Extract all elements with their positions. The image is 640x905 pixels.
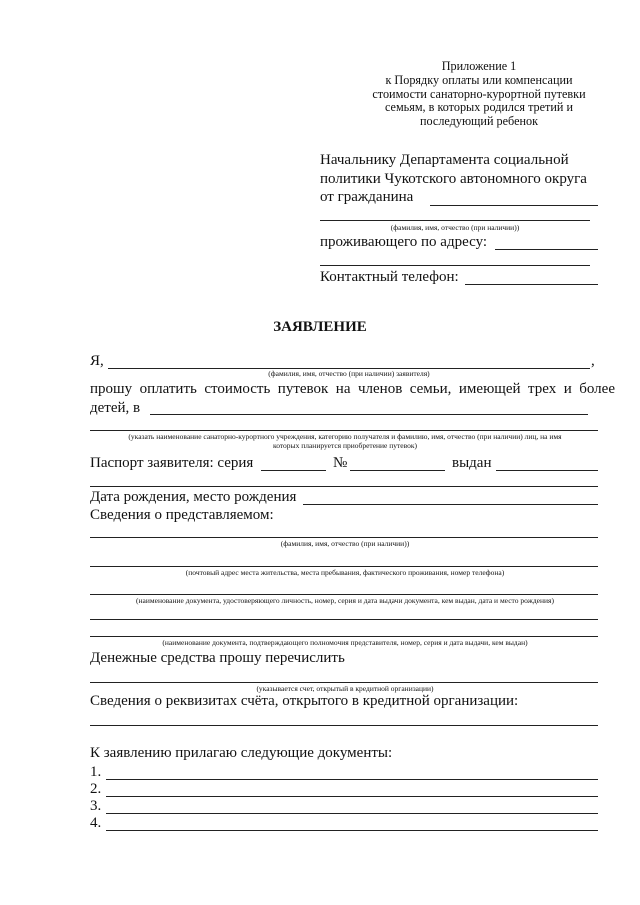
bank-label: Сведения о реквизитах счёта, открытого в кредитной организации: [90, 693, 519, 709]
institution-hint-2: которых планируется приобретение путевок) [272, 441, 418, 450]
rep-authority-hint: (наименование документа, подтверждающего полномочия представителя, номер, серия и дата выдачи, кем выдан) [162, 638, 528, 647]
attachment-number: 2. [90, 781, 102, 797]
rep-address-hint: (почтовый адрес места жительства, места пребывания, фактического проживания, номер телефона) [185, 568, 505, 577]
residing-label: проживающего по адресу: [320, 234, 488, 250]
appendix-block [360, 60, 598, 129]
phone-label: Контактный телефон: [320, 269, 459, 285]
applicant-hint: (фамилия, имя, отчество (при наличии) заявителя) [268, 369, 430, 378]
attachment-field-2[interactable] [106, 796, 598, 797]
attach-label: К заявлению прилагаю следующие документы: [90, 745, 393, 761]
attachment-field-3[interactable] [106, 813, 598, 814]
institution-field[interactable] [150, 414, 588, 415]
rep-doc-hint: (наименование документа, удостоверяющего личность, номер, серия и дата выдачи документа, кем выдан, дата и место рождения) [136, 596, 554, 605]
money-hint: (указывается счет, открытый в кредитной организации) [256, 684, 434, 693]
rep-doc-field-2[interactable] [90, 619, 598, 620]
rep-fio-field[interactable] [90, 537, 598, 538]
issued-label: выдан [452, 455, 492, 471]
issued-by-field-2[interactable] [90, 486, 598, 487]
i-label: Я, [90, 353, 104, 369]
attachment-number: 4. [90, 815, 102, 831]
address-field-2[interactable] [320, 265, 590, 266]
request-line-2: детей, в [90, 400, 141, 416]
institution-hint-1: (указать наименование санаторно-курортного учреждения, категорию получателя и фамилию, имя, отчество (при наличии) лиц, на имя [128, 432, 562, 441]
passport-series-field[interactable] [261, 470, 326, 471]
issued-by-field[interactable] [496, 470, 598, 471]
attachment-field-1[interactable] [106, 779, 598, 780]
request-line-1: прошу оплатить стоимость путевок на членов семьи, имеющей трех и более [90, 381, 615, 397]
passport-number-sign: № [333, 455, 348, 471]
citizen-name-field-2[interactable] [320, 220, 590, 221]
address-field[interactable] [495, 249, 598, 250]
birth-field[interactable] [303, 504, 598, 505]
represented-label: Сведения о представляемом: [90, 507, 274, 523]
rep-fio-hint: (фамилия, имя, отчество (при наличии)) [280, 539, 410, 548]
passport-label: Паспорт заявителя: серия [90, 455, 254, 471]
appendix-line: Приложение 1 [441, 59, 517, 73]
passport-number-field[interactable] [350, 470, 445, 471]
appendix-line: семьям, в которых родился третий и [385, 100, 573, 115]
birth-label: Дата рождения, место рождения [90, 489, 297, 505]
account-field[interactable] [90, 682, 598, 683]
rep-doc-field[interactable] [90, 594, 598, 595]
phone-field[interactable] [465, 284, 598, 285]
appendix-line: стоимости санаторно-курортной путевки [372, 86, 586, 101]
document-title: ЗАЯВЛЕНИЕ [273, 319, 367, 335]
citizen-name-field[interactable] [430, 205, 598, 206]
appendix-line: последующий ребенок [419, 114, 539, 129]
money-label: Денежные средства прошу перечислить [90, 650, 345, 666]
attachment-field-4[interactable] [106, 830, 598, 831]
rep-authority-field[interactable] [90, 636, 598, 637]
attachment-number: 3. [90, 798, 102, 814]
institution-field-2[interactable] [90, 430, 598, 431]
bank-details-field[interactable] [90, 725, 598, 726]
addressee-line-2: политики Чукотского автономного округа [320, 171, 587, 187]
attachment-number: 1. [90, 764, 102, 780]
citizen-fio-hint: (фамилия, имя, отчество (при наличии)) [390, 223, 520, 232]
comma: , [591, 353, 595, 369]
from-citizen-label: от гражданина [320, 189, 414, 205]
rep-address-field[interactable] [90, 566, 598, 567]
addressee-line-1: Начальнику Департамента социальной [320, 152, 569, 168]
appendix-line: к Порядку оплаты или компенсации [385, 72, 573, 87]
